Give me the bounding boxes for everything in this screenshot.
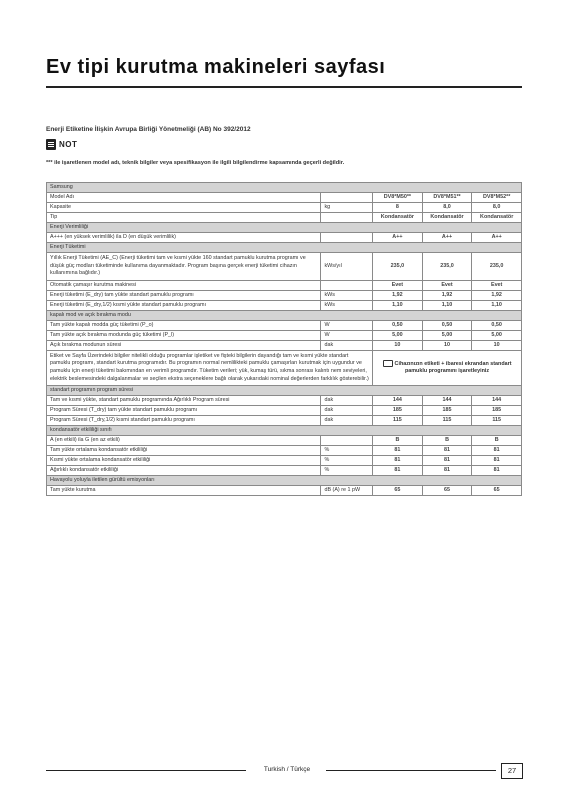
- value-cell: 81: [422, 446, 472, 456]
- value-cell: 1,92: [373, 290, 423, 300]
- value-cell: 185: [373, 406, 423, 416]
- param-unit: kWs: [321, 300, 373, 310]
- param-label: Tam ve kısmi yükte, standart pamuklu programında Ağırlıklı Program süresi: [47, 396, 321, 406]
- value-cell: Evet: [422, 280, 472, 290]
- table-row: [47, 290, 522, 300]
- value-cell: 235,0: [422, 253, 472, 281]
- value-cell: 235,0: [373, 253, 423, 281]
- table-row: [47, 340, 522, 350]
- footer-divider-right: [326, 770, 496, 771]
- section-row: [47, 386, 522, 396]
- notice-note: [373, 350, 522, 385]
- param-label: Tam yükte kapalı modda güç tüketimi (P_o): [47, 320, 321, 330]
- value-cell: 0,50: [373, 320, 423, 330]
- param-unit: %: [321, 456, 373, 466]
- value-cell: 144: [472, 396, 522, 406]
- page-number: 27: [501, 763, 523, 779]
- value-cell: 144: [373, 396, 423, 406]
- table-row: [47, 416, 522, 426]
- param-unit: dak: [321, 396, 373, 406]
- value-cell: Evet: [373, 280, 423, 290]
- value-cell: 5,00: [422, 330, 472, 340]
- param-unit: [321, 280, 373, 290]
- param-label: Tam yükte kurutma: [47, 486, 321, 496]
- value-cell: Kondansatör: [422, 213, 472, 223]
- param-unit: kWs/yıl: [321, 253, 373, 281]
- table-row: [47, 486, 522, 496]
- param-unit: W: [321, 330, 373, 340]
- table-row: [47, 466, 522, 476]
- param-label: A (en etkili) ila G (en az etkili): [47, 436, 321, 446]
- value-cell: A++: [373, 233, 423, 243]
- section-label: kapalı mod ve açık bırakma modu: [47, 310, 522, 320]
- param-label: Enerji tüketimi (E_dry,1/2) kısmi yükte standart pamuklu programı: [47, 300, 321, 310]
- param-unit: kWs: [321, 290, 373, 300]
- param-label: Tam yükte ortalama kondansatör etkililiği: [47, 446, 321, 456]
- value-cell: 81: [472, 456, 522, 466]
- value-cell: 1,10: [373, 300, 423, 310]
- value-cell: B: [472, 436, 522, 446]
- value-cell: 65: [373, 486, 423, 496]
- value-cell: Kondansatör: [373, 213, 423, 223]
- param-unit: [321, 436, 373, 446]
- value-cell: 115: [422, 416, 472, 426]
- section-row: [47, 476, 522, 486]
- param-unit: dak: [321, 416, 373, 426]
- table-row: [47, 446, 522, 456]
- value-cell: B: [422, 436, 472, 446]
- dryer-icon: [383, 360, 393, 367]
- value-cell: 5,00: [472, 330, 522, 340]
- value-cell: 81: [422, 466, 472, 476]
- param-label: Kapasite: [47, 203, 321, 213]
- section-row: [47, 426, 522, 436]
- param-label: A+++ (en yüksek verimlilik) ila D (en düşük verimlilik): [47, 233, 321, 243]
- table-row: [47, 436, 522, 446]
- regulation-subtitle: Enerji Etiketine İlişkin Avrupa Birliği Yönetmeliği (AB) No 392/2012: [46, 126, 251, 133]
- value-cell: 8,0: [472, 203, 522, 213]
- table-row: [47, 300, 522, 310]
- brand-header: Samsung: [47, 183, 522, 193]
- value-cell: 10: [373, 340, 423, 350]
- param-label: Açık bırakma modunun süresi: [47, 340, 321, 350]
- param-unit: [321, 233, 373, 243]
- value-cell: 65: [472, 486, 522, 496]
- param-unit: W: [321, 320, 373, 330]
- table-row: [47, 396, 522, 406]
- table-row: [47, 350, 522, 385]
- param-label: Tam yükte açık bırakma modunda güç tüketimi (P_l): [47, 330, 321, 340]
- value-cell: 5,00: [373, 330, 423, 340]
- title-divider: [46, 86, 522, 88]
- param-label: Program Süresi (T_dry) tam yükte standart pamuklu programı: [47, 406, 321, 416]
- note-text: *** ile işaretlenen model adı, teknik bilgiler veya spesifikasyon ile ilgili bilgilendirme kapsamında geçerli değildir.: [46, 160, 345, 166]
- value-cell: 65: [422, 486, 472, 496]
- notice-note-text: Cihazınızın etiketi + ibaresi ekrandan standart pamuklu programını işaretleyiniz: [394, 360, 512, 375]
- value-cell: 10: [422, 340, 472, 350]
- section-label: Enerji Tüketimi: [47, 243, 522, 253]
- param-label: Kısmi yükte ortalama kondansatör etkililiği: [47, 456, 321, 466]
- footer-language: Turkish / Türkçe: [263, 766, 311, 773]
- value-cell: Kondansatör: [472, 213, 522, 223]
- value-cell: 1,92: [472, 290, 522, 300]
- param-unit: [321, 193, 373, 203]
- param-unit: %: [321, 446, 373, 456]
- table-row: [47, 253, 522, 281]
- note-label: NOT: [59, 140, 78, 149]
- value-cell: 81: [472, 466, 522, 476]
- table-row: [47, 193, 522, 203]
- param-unit: dak: [321, 406, 373, 416]
- value-cell: 235,0: [472, 253, 522, 281]
- param-unit: %: [321, 466, 373, 476]
- value-cell: 0,50: [422, 320, 472, 330]
- value-cell: B: [373, 436, 423, 446]
- value-cell: 8: [373, 203, 423, 213]
- note-block: [46, 139, 77, 150]
- param-unit: kg: [321, 203, 373, 213]
- value-cell: Evet: [472, 280, 522, 290]
- value-cell: A++: [422, 233, 472, 243]
- value-cell: 81: [373, 456, 423, 466]
- param-unit: dak: [321, 340, 373, 350]
- section-row: [47, 310, 522, 320]
- param-label: Ağırlıklı kondansatör etkililiği: [47, 466, 321, 476]
- value-cell: 81: [373, 466, 423, 476]
- value-cell: A++: [472, 233, 522, 243]
- param-unit: dB (A) re 1 pW: [321, 486, 373, 496]
- value-cell: 144: [422, 396, 472, 406]
- param-label: Model Adı: [47, 193, 321, 203]
- section-label: Havayolu yoluyla iletilen gürültü emisyonları: [47, 476, 522, 486]
- param-label: Program Süresi (T_dry,1/2) kısmi standart pamuklu programı: [47, 416, 321, 426]
- spec-table: [46, 182, 522, 496]
- param-label: Otomatik çamaşır kurutma makinesi: [47, 280, 321, 290]
- value-cell: 0,50: [472, 320, 522, 330]
- section-label: kondansatör etkililiği sınıfı: [47, 426, 522, 436]
- footer-divider-left: [46, 770, 246, 771]
- value-cell: 115: [373, 416, 423, 426]
- section-row: [47, 243, 522, 253]
- table-row: [47, 213, 522, 223]
- value-cell: 10: [472, 340, 522, 350]
- section-label: standart programın program süresi: [47, 386, 522, 396]
- value-cell: 185: [472, 406, 522, 416]
- section-row: [47, 223, 522, 233]
- value-cell: DV8*M51**: [422, 193, 472, 203]
- table-row: [47, 456, 522, 466]
- table-row: [47, 406, 522, 416]
- notice-text: Etiket ve Sayfa Üzerindeki bilgiler nitelikli olduğu programlar işletiket ve fişteki bilgilerin dayandığı tam ve kısmi yükte standart pamuklu programı, standart kurutma programıdır. Bu programın normal nemlilikteki pamuklu çamaşırları kurutmak için uygundur ve pamuklu için enerji tüketimi bakımından en verimli programdır. Tüketim verileri; yük, kumaş türü, sıkma sonrası kalıntı nem seviyeleri, elektrik beslemesindeki dalgalanmalar ve seçilen ekstra seçeneklere bağlı olarak yukarıdaki nominal değerlerden farklılık gösterebilir.): [47, 350, 373, 385]
- table-row: [47, 203, 522, 213]
- section-label: Enerji Verimliliği: [47, 223, 522, 233]
- value-cell: 1,92: [422, 290, 472, 300]
- value-cell: 1,10: [422, 300, 472, 310]
- table-row: [47, 233, 522, 243]
- value-cell: DV8*M50**: [373, 193, 423, 203]
- note-icon: [46, 139, 56, 150]
- param-unit: [321, 213, 373, 223]
- table-row: [47, 330, 522, 340]
- value-cell: 1,10: [472, 300, 522, 310]
- param-label: Yıllık Enerji Tüketimi (AE_C) (Enerji tüketimi tam ve kısmi yükte 160 standart pamuklu kurutma programı ve düşük güç modları tüketiminde kullanıma dayanmaktadır. Program başına gerçek enerji tüketimi cihazın kullanımına bağlıdır.): [47, 253, 321, 281]
- value-cell: 115: [472, 416, 522, 426]
- param-label: Tip: [47, 213, 321, 223]
- value-cell: 8,0: [422, 203, 472, 213]
- table-row: [47, 320, 522, 330]
- table-row: [47, 280, 522, 290]
- value-cell: 81: [472, 446, 522, 456]
- value-cell: 81: [422, 456, 472, 466]
- value-cell: DV8*M52**: [472, 193, 522, 203]
- param-label: Enerji tüketimi (E_dry) tam yükte standart pamuklu programı: [47, 290, 321, 300]
- value-cell: 81: [373, 446, 423, 456]
- page-title: Ev tipi kurutma makineleri sayfası: [46, 56, 386, 78]
- value-cell: 185: [422, 406, 472, 416]
